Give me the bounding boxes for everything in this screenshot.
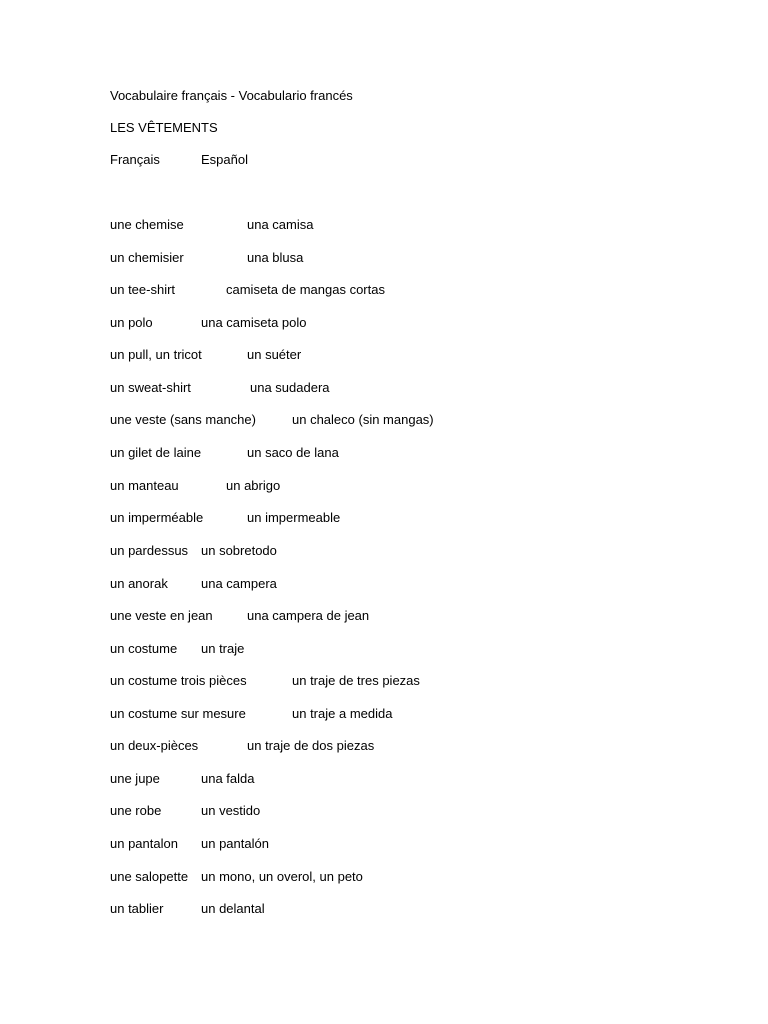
vocab-row xyxy=(110,770,255,788)
vocab-row xyxy=(110,640,245,658)
vocab-spanish: un vestido xyxy=(201,803,261,818)
vocab-row xyxy=(110,346,302,364)
vocab-spanish: una camiseta polo xyxy=(201,315,307,330)
vocab-spanish: un impermeable xyxy=(247,510,341,525)
vocab-french: un tablier xyxy=(110,901,164,916)
vocab-french: un chemisier xyxy=(110,250,184,265)
vocab-spanish: un traje de dos piezas xyxy=(247,738,375,753)
vocab-row xyxy=(110,249,304,267)
vocab-french: une robe xyxy=(110,803,162,818)
vocab-french: un costume xyxy=(110,641,178,656)
vocab-row xyxy=(110,542,277,560)
vocab-row xyxy=(110,672,420,690)
vocab-spanish: una sudadera xyxy=(250,380,330,395)
vocab-spanish: un traje a medida xyxy=(292,706,393,721)
vocab-spanish: un sobretodo xyxy=(201,543,277,558)
vocab-row xyxy=(110,575,277,593)
vocab-french: un polo xyxy=(110,315,153,330)
vocab-french: une veste en jean xyxy=(110,608,213,623)
column-headers xyxy=(110,151,248,169)
vocab-french: une jupe xyxy=(110,771,160,786)
vocab-row xyxy=(110,802,261,820)
vocab-row xyxy=(110,314,307,332)
vocab-row xyxy=(110,444,339,462)
vocab-french: une chemise xyxy=(110,217,184,232)
vocab-french: un tee-shirt xyxy=(110,282,176,297)
vocab-row xyxy=(110,509,341,527)
vocab-french: un pull, un tricot xyxy=(110,347,202,362)
vocab-french: un costume trois pièces xyxy=(110,673,247,688)
vocab-spanish: un traje de tres piezas xyxy=(292,673,420,688)
vocab-spanish: un traje xyxy=(201,641,245,656)
vocab-spanish: una campera xyxy=(201,576,277,591)
vocab-french: un manteau xyxy=(110,478,179,493)
vocab-french: une veste (sans manche) xyxy=(110,412,256,427)
vocab-french: un anorak xyxy=(110,576,168,591)
vocab-row xyxy=(110,379,330,397)
vocab-row xyxy=(110,868,363,886)
vocab-french: un costume sur mesure xyxy=(110,706,246,721)
vocab-spanish: una camisa xyxy=(247,217,314,232)
vocab-row xyxy=(110,835,269,853)
vocab-french: un gilet de laine xyxy=(110,445,202,460)
vocab-row xyxy=(110,411,434,429)
vocab-spanish: un saco de lana xyxy=(247,445,339,460)
section-heading: LES VÊTEMENTS xyxy=(110,120,218,135)
vocab-row xyxy=(110,607,370,625)
vocab-french: un deux-pièces xyxy=(110,738,199,753)
vocab-french: un pantalon xyxy=(110,836,178,851)
vocab-french: une salopette xyxy=(110,869,189,884)
vocab-row xyxy=(110,216,314,234)
vocab-spanish: camiseta de mangas cortas xyxy=(226,282,385,297)
vocab-row xyxy=(110,900,265,918)
vocab-french: un imperméable xyxy=(110,510,204,525)
vocab-french: un pardessus xyxy=(110,543,189,558)
vocab-spanish: un chaleco (sin mangas) xyxy=(292,412,434,427)
vocab-spanish: un mono, un overol, un peto xyxy=(201,869,363,884)
vocab-row xyxy=(110,737,375,755)
vocab-row xyxy=(110,705,393,723)
document-title: Vocabulaire français - Vocabulario francés xyxy=(110,88,353,103)
vocab-spanish: una blusa xyxy=(247,250,304,265)
vocab-spanish: un abrigo xyxy=(226,478,281,493)
vocab-spanish: un suéter xyxy=(247,347,302,362)
column-header-spanish: Español xyxy=(201,152,248,167)
vocab-spanish: un pantalón xyxy=(201,836,269,851)
vocab-spanish: un delantal xyxy=(201,901,265,916)
vocab-spanish: una falda xyxy=(201,771,255,786)
column-header-french: Français xyxy=(110,152,160,167)
vocab-spanish: una campera de jean xyxy=(247,608,370,623)
vocab-row xyxy=(110,477,281,495)
vocab-french: un sweat-shirt xyxy=(110,380,191,395)
vocab-row xyxy=(110,281,385,299)
